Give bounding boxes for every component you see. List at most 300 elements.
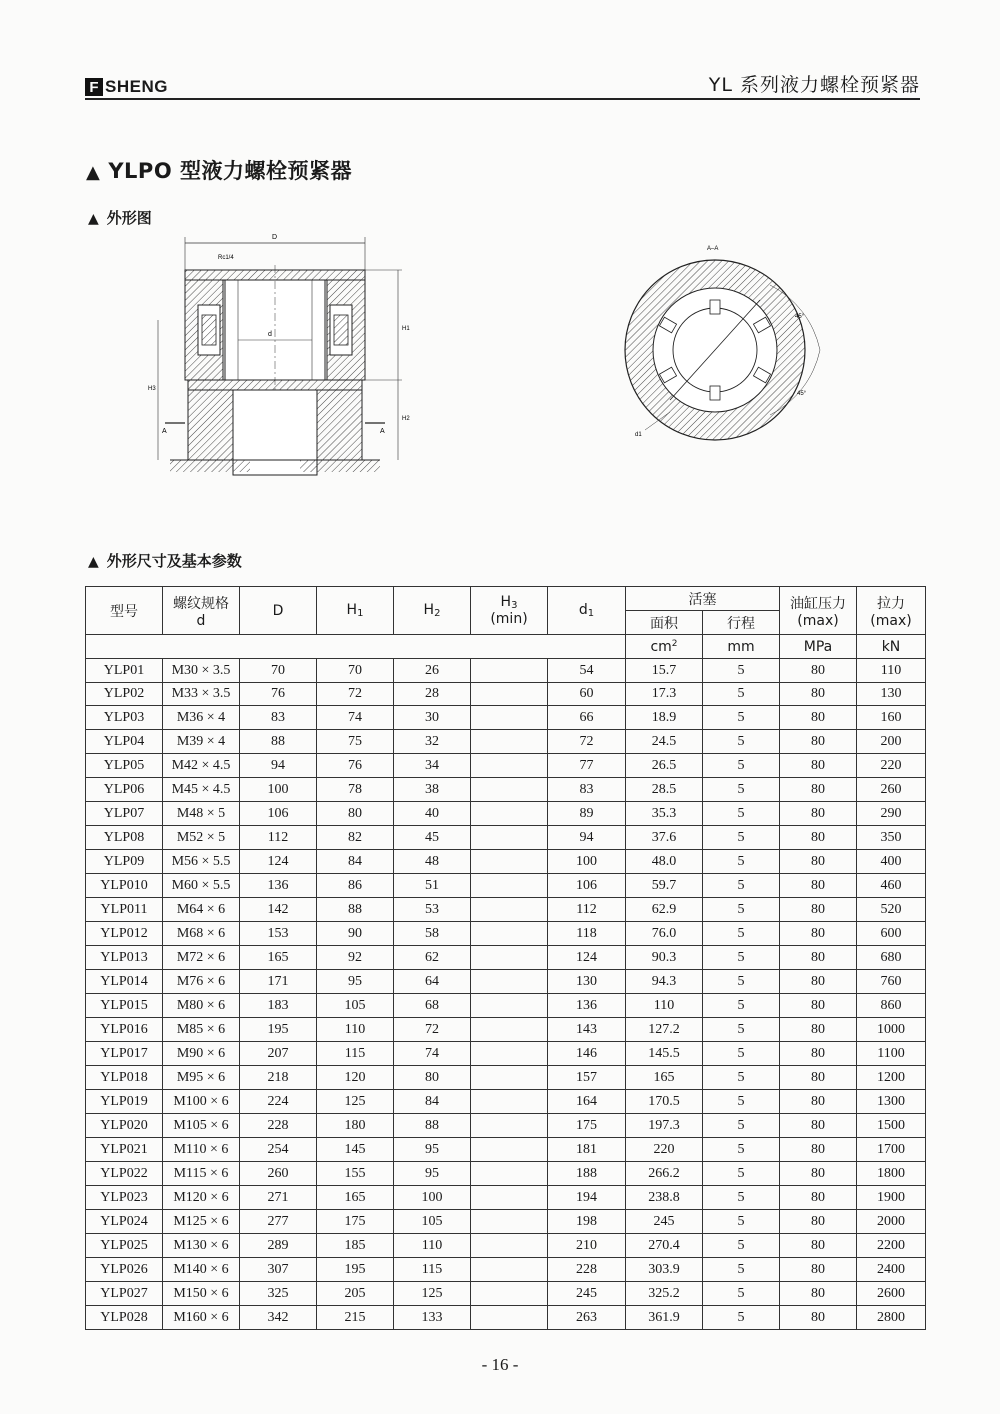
cell-model: YLP012 xyxy=(86,922,163,946)
table-row xyxy=(86,1114,926,1138)
cell-d1: 143 xyxy=(548,1018,626,1042)
cell-D: 307 xyxy=(240,1258,317,1282)
label-h1: H1 xyxy=(402,326,410,332)
table-row xyxy=(86,850,926,874)
cell-stroke: 5 xyxy=(703,1162,780,1186)
cell-D: 195 xyxy=(240,1018,317,1042)
section-params-text: 外形尺寸及基本参数 xyxy=(106,552,242,570)
cell-H1: 115 xyxy=(317,1042,394,1066)
logo-text: SHENG xyxy=(105,77,168,96)
cell-pressure: 80 xyxy=(780,778,857,802)
cell-D: 100 xyxy=(240,778,317,802)
cell-stroke: 5 xyxy=(703,1018,780,1042)
cell-thread: M42 × 4.5 xyxy=(163,754,240,778)
label-h2: H2 xyxy=(402,416,410,422)
cell-model: YLP027 xyxy=(86,1282,163,1306)
cell-H2: 80 xyxy=(394,1066,471,1090)
header-force-label: 拉力 xyxy=(877,595,905,612)
cell-pressure: 80 xyxy=(780,1066,857,1090)
cell-model: YLP020 xyxy=(86,1114,163,1138)
section-outline-text: 外形图 xyxy=(106,209,152,227)
cell-H3 xyxy=(471,683,548,706)
cell-force: 2400 xyxy=(857,1258,926,1282)
cell-stroke: 5 xyxy=(703,946,780,970)
cell-D: 76 xyxy=(240,683,317,706)
cell-area: 76.0 xyxy=(626,922,703,946)
table-row xyxy=(86,778,926,802)
header-model: 型号 xyxy=(86,587,163,635)
main-title xyxy=(86,155,352,185)
cell-pressure: 80 xyxy=(780,1042,857,1066)
cell-H3 xyxy=(471,802,548,826)
cell-thread: M76 × 6 xyxy=(163,970,240,994)
cell-area: 238.8 xyxy=(626,1186,703,1210)
cell-H1: 110 xyxy=(317,1018,394,1042)
header-thread-label: 螺纹规格 xyxy=(173,595,229,612)
cell-pressure: 80 xyxy=(780,706,857,730)
cell-force: 2600 xyxy=(857,1282,926,1306)
cell-d1: 66 xyxy=(548,706,626,730)
cell-area: 15.7 xyxy=(626,659,703,683)
cell-force: 260 xyxy=(857,778,926,802)
table-row xyxy=(86,1282,926,1306)
cell-model: YLP01 xyxy=(86,659,163,683)
cell-thread: M68 × 6 xyxy=(163,922,240,946)
cell-pressure: 80 xyxy=(780,994,857,1018)
cell-H2: 34 xyxy=(394,754,471,778)
cell-thread: M30 × 3.5 xyxy=(163,659,240,683)
triangle-bullet-icon: ▲ xyxy=(86,162,101,183)
cell-thread: M36 × 4 xyxy=(163,706,240,730)
header-h2-sub: 2 xyxy=(434,608,441,619)
cell-H3 xyxy=(471,1090,548,1114)
cell-pressure: 80 xyxy=(780,1138,857,1162)
cell-stroke: 5 xyxy=(703,778,780,802)
label-angle-upper: 45° xyxy=(795,314,805,320)
cell-model: YLP025 xyxy=(86,1234,163,1258)
cell-H1: 76 xyxy=(317,754,394,778)
page-number: - 16 - xyxy=(481,1355,519,1374)
cell-area: 24.5 xyxy=(626,730,703,754)
cell-H2: 26 xyxy=(394,659,471,683)
cell-D: 83 xyxy=(240,706,317,730)
cell-thread: M130 × 6 xyxy=(163,1234,240,1258)
header-H3 xyxy=(471,587,548,635)
cell-model: YLP023 xyxy=(86,1186,163,1210)
cell-H1: 92 xyxy=(317,946,394,970)
cell-D: 70 xyxy=(240,659,317,683)
cell-H3 xyxy=(471,754,548,778)
cell-force: 1800 xyxy=(857,1162,926,1186)
cell-H1: 70 xyxy=(317,659,394,683)
cell-H3 xyxy=(471,1138,548,1162)
cell-D: 277 xyxy=(240,1210,317,1234)
header-h1-sub: 1 xyxy=(357,608,364,619)
cell-H2: 72 xyxy=(394,1018,471,1042)
cell-thread: M60 × 5.5 xyxy=(163,874,240,898)
cell-model: YLP04 xyxy=(86,730,163,754)
header-stroke: 行程 xyxy=(703,611,780,635)
cell-stroke: 5 xyxy=(703,683,780,706)
cell-H3 xyxy=(471,1042,548,1066)
cell-pressure: 80 xyxy=(780,754,857,778)
cell-model: YLP021 xyxy=(86,1138,163,1162)
cell-stroke: 5 xyxy=(703,922,780,946)
cell-force: 1200 xyxy=(857,1066,926,1090)
cell-H3 xyxy=(471,1162,548,1186)
cell-force: 1100 xyxy=(857,1042,926,1066)
cell-model: YLP016 xyxy=(86,1018,163,1042)
cell-area: 59.7 xyxy=(626,874,703,898)
cell-H3 xyxy=(471,1114,548,1138)
cell-area: 197.3 xyxy=(626,1114,703,1138)
cell-force: 2000 xyxy=(857,1210,926,1234)
cell-pressure: 80 xyxy=(780,898,857,922)
cell-H1: 145 xyxy=(317,1138,394,1162)
cell-pressure: 80 xyxy=(780,1162,857,1186)
cell-D: 106 xyxy=(240,802,317,826)
cell-D: 124 xyxy=(240,850,317,874)
cell-model: YLP018 xyxy=(86,1066,163,1090)
cell-area: 220 xyxy=(626,1138,703,1162)
table-row xyxy=(86,994,926,1018)
cell-D: 171 xyxy=(240,970,317,994)
cell-force: 2200 xyxy=(857,1234,926,1258)
cell-force: 350 xyxy=(857,826,926,850)
cell-D: 342 xyxy=(240,1306,317,1330)
table-body xyxy=(86,659,926,1330)
cell-H1: 90 xyxy=(317,922,394,946)
cell-force: 1900 xyxy=(857,1186,926,1210)
cell-pressure: 80 xyxy=(780,970,857,994)
cell-thread: M80 × 6 xyxy=(163,994,240,1018)
cell-H2: 62 xyxy=(394,946,471,970)
table-row xyxy=(86,946,926,970)
table-row xyxy=(86,1258,926,1282)
cell-H1: 180 xyxy=(317,1114,394,1138)
cell-model: YLP06 xyxy=(86,778,163,802)
cell-force: 520 xyxy=(857,898,926,922)
cell-d1: 106 xyxy=(548,874,626,898)
cell-H3 xyxy=(471,1234,548,1258)
cell-stroke: 5 xyxy=(703,970,780,994)
cell-pressure: 80 xyxy=(780,1090,857,1114)
cell-area: 17.3 xyxy=(626,683,703,706)
cell-area: 145.5 xyxy=(626,1042,703,1066)
main-title-text: YLPO 型液力螺栓预紧器 xyxy=(108,159,352,183)
cell-thread: M90 × 6 xyxy=(163,1042,240,1066)
table-row xyxy=(86,1162,926,1186)
cell-model: YLP02 xyxy=(86,683,163,706)
cross-section-drawing xyxy=(140,225,430,480)
table-row xyxy=(86,1210,926,1234)
table-row xyxy=(86,659,926,683)
cell-H2: 100 xyxy=(394,1186,471,1210)
cell-H2: 133 xyxy=(394,1306,471,1330)
cell-thread: M33 × 3.5 xyxy=(163,683,240,706)
cell-pressure: 80 xyxy=(780,1114,857,1138)
cell-H2: 45 xyxy=(394,826,471,850)
table-row xyxy=(86,1306,926,1330)
cell-H1: 105 xyxy=(317,994,394,1018)
cell-H3 xyxy=(471,922,548,946)
header-thread-sub: d xyxy=(196,612,206,629)
cell-H2: 115 xyxy=(394,1258,471,1282)
cell-H2: 58 xyxy=(394,922,471,946)
cell-model: YLP015 xyxy=(86,994,163,1018)
cell-H1: 120 xyxy=(317,1066,394,1090)
cell-H2: 125 xyxy=(394,1282,471,1306)
cell-force: 760 xyxy=(857,970,926,994)
cell-H3 xyxy=(471,1186,548,1210)
cell-area: 325.2 xyxy=(626,1282,703,1306)
cell-H1: 165 xyxy=(317,1186,394,1210)
cell-D: 207 xyxy=(240,1042,317,1066)
cell-model: YLP024 xyxy=(86,1210,163,1234)
cell-D: 142 xyxy=(240,898,317,922)
cell-D: 228 xyxy=(240,1114,317,1138)
cell-H2: 88 xyxy=(394,1114,471,1138)
cell-H2: 32 xyxy=(394,730,471,754)
cell-d1: 146 xyxy=(548,1042,626,1066)
cell-H2: 48 xyxy=(394,850,471,874)
cell-d1: 194 xyxy=(548,1186,626,1210)
label-section-a-left: A xyxy=(162,428,167,435)
cell-H3 xyxy=(471,898,548,922)
cell-thread: M105 × 6 xyxy=(163,1114,240,1138)
cell-H1: 95 xyxy=(317,970,394,994)
cell-stroke: 5 xyxy=(703,1138,780,1162)
cell-force: 1300 xyxy=(857,1090,926,1114)
cell-H3 xyxy=(471,730,548,754)
header-H2 xyxy=(394,587,471,635)
cell-stroke: 5 xyxy=(703,1186,780,1210)
cell-area: 361.9 xyxy=(626,1306,703,1330)
table-row xyxy=(86,1234,926,1258)
cell-force: 290 xyxy=(857,802,926,826)
header-d1-sub: 1 xyxy=(587,608,595,619)
cell-D: 136 xyxy=(240,874,317,898)
table-row xyxy=(86,1042,926,1066)
cell-force: 1000 xyxy=(857,1018,926,1042)
series-title: YL 系列液力螺栓预紧器 xyxy=(708,74,920,96)
cell-model: YLP019 xyxy=(86,1090,163,1114)
cell-pressure: 80 xyxy=(780,730,857,754)
cell-D: 112 xyxy=(240,826,317,850)
label-d1: d1 xyxy=(635,432,642,438)
cell-stroke: 5 xyxy=(703,1114,780,1138)
cell-d1: 188 xyxy=(548,1162,626,1186)
cell-area: 26.5 xyxy=(626,754,703,778)
cell-d1: 130 xyxy=(548,970,626,994)
table-row xyxy=(86,754,926,778)
cell-model: YLP014 xyxy=(86,970,163,994)
cell-H3 xyxy=(471,994,548,1018)
table-row xyxy=(86,1066,926,1090)
header-d1-label: d xyxy=(578,602,588,618)
cell-H2: 30 xyxy=(394,706,471,730)
cell-force: 1500 xyxy=(857,1114,926,1138)
cell-force: 600 xyxy=(857,922,926,946)
section-title-params xyxy=(88,550,242,571)
cell-H1: 82 xyxy=(317,826,394,850)
cell-model: YLP03 xyxy=(86,706,163,730)
table-row xyxy=(86,922,926,946)
cell-stroke: 5 xyxy=(703,1090,780,1114)
cell-d1: 210 xyxy=(548,1234,626,1258)
cell-H1: 75 xyxy=(317,730,394,754)
header-h1-label: H xyxy=(346,602,358,618)
cell-H3 xyxy=(471,874,548,898)
cell-thread: M125 × 6 xyxy=(163,1210,240,1234)
header-d1 xyxy=(548,587,626,635)
cell-H2: 110 xyxy=(394,1234,471,1258)
cell-thread: M45 × 4.5 xyxy=(163,778,240,802)
cell-H3 xyxy=(471,1282,548,1306)
label-D: D xyxy=(272,234,278,241)
cell-thread: M72 × 6 xyxy=(163,946,240,970)
cell-H2: 84 xyxy=(394,1090,471,1114)
cell-H1: 215 xyxy=(317,1306,394,1330)
cell-d1: 118 xyxy=(548,922,626,946)
cell-pressure: 80 xyxy=(780,874,857,898)
cell-H2: 64 xyxy=(394,970,471,994)
cell-area: 245 xyxy=(626,1210,703,1234)
cell-area: 18.9 xyxy=(626,706,703,730)
table-row xyxy=(86,1186,926,1210)
table-row xyxy=(86,706,926,730)
cell-pressure: 80 xyxy=(780,1210,857,1234)
table-row xyxy=(86,826,926,850)
cell-model: YLP07 xyxy=(86,802,163,826)
cell-d1: 124 xyxy=(548,946,626,970)
cell-thread: M115 × 6 xyxy=(163,1162,240,1186)
cell-force: 110 xyxy=(857,659,926,683)
header-h3-note: (min) xyxy=(490,611,528,627)
cell-thread: M160 × 6 xyxy=(163,1306,240,1330)
cell-force: 400 xyxy=(857,850,926,874)
cell-d1: 83 xyxy=(548,778,626,802)
cell-area: 266.2 xyxy=(626,1162,703,1186)
logo-mark: F xyxy=(85,78,103,96)
cell-H2: 40 xyxy=(394,802,471,826)
cell-d1: 89 xyxy=(548,802,626,826)
header-units-blank xyxy=(86,635,626,659)
header-h2-label: H xyxy=(423,602,435,618)
cell-thread: M64 × 6 xyxy=(163,898,240,922)
cell-model: YLP022 xyxy=(86,1162,163,1186)
cell-H2: 28 xyxy=(394,683,471,706)
cell-D: 183 xyxy=(240,994,317,1018)
cell-model: YLP05 xyxy=(86,754,163,778)
cell-pressure: 80 xyxy=(780,1282,857,1306)
label-section-aa: A–A xyxy=(707,246,719,252)
cell-d1: 100 xyxy=(548,850,626,874)
cell-force: 460 xyxy=(857,874,926,898)
cell-model: YLP011 xyxy=(86,898,163,922)
cell-stroke: 5 xyxy=(703,659,780,683)
cell-H1: 88 xyxy=(317,898,394,922)
cell-thread: M95 × 6 xyxy=(163,1066,240,1090)
cell-stroke: 5 xyxy=(703,754,780,778)
cell-force: 680 xyxy=(857,946,926,970)
cell-area: 110 xyxy=(626,994,703,1018)
label-h3: H3 xyxy=(148,386,156,392)
cell-H1: 84 xyxy=(317,850,394,874)
header-pressure-note: (max) xyxy=(797,612,839,629)
header-H1 xyxy=(317,587,394,635)
cell-H1: 155 xyxy=(317,1162,394,1186)
cell-stroke: 5 xyxy=(703,898,780,922)
cell-pressure: 80 xyxy=(780,659,857,683)
header-area: 面积 xyxy=(626,611,703,635)
cell-d1: 181 xyxy=(548,1138,626,1162)
cell-stroke: 5 xyxy=(703,706,780,730)
cell-area: 35.3 xyxy=(626,802,703,826)
label-angle-lower: 45° xyxy=(797,391,807,397)
cell-pressure: 80 xyxy=(780,1186,857,1210)
header-thread xyxy=(163,587,240,635)
cell-H3 xyxy=(471,970,548,994)
cell-pressure: 80 xyxy=(780,1234,857,1258)
cell-area: 165 xyxy=(626,1066,703,1090)
label-rc: Rc1/4 xyxy=(218,255,234,261)
cell-thread: M85 × 6 xyxy=(163,1018,240,1042)
cell-stroke: 5 xyxy=(703,730,780,754)
cell-H1: 205 xyxy=(317,1282,394,1306)
cell-D: 271 xyxy=(240,1186,317,1210)
cell-area: 28.5 xyxy=(626,778,703,802)
cell-H1: 195 xyxy=(317,1258,394,1282)
unit-area-sup: 2 xyxy=(671,638,678,649)
cell-force: 860 xyxy=(857,994,926,1018)
cell-stroke: 5 xyxy=(703,1066,780,1090)
cell-d1: 164 xyxy=(548,1090,626,1114)
triangle-bullet-icon: ▲ xyxy=(88,211,99,227)
cell-stroke: 5 xyxy=(703,1042,780,1066)
cell-H2: 51 xyxy=(394,874,471,898)
triangle-bullet-icon: ▲ xyxy=(88,554,99,570)
cell-area: 37.6 xyxy=(626,826,703,850)
cell-H2: 105 xyxy=(394,1210,471,1234)
header-pressure xyxy=(780,587,857,635)
label-section-a-right: A xyxy=(380,428,385,435)
cell-H2: 68 xyxy=(394,994,471,1018)
cell-H3 xyxy=(471,946,548,970)
cell-d1: 60 xyxy=(548,683,626,706)
cell-stroke: 5 xyxy=(703,1282,780,1306)
cell-thread: M100 × 6 xyxy=(163,1090,240,1114)
cell-area: 303.9 xyxy=(626,1258,703,1282)
cell-area: 127.2 xyxy=(626,1018,703,1042)
table-row xyxy=(86,1138,926,1162)
cell-d1: 54 xyxy=(548,659,626,683)
cell-D: 289 xyxy=(240,1234,317,1258)
cell-thread: M56 × 5.5 xyxy=(163,850,240,874)
cell-d1: 228 xyxy=(548,1258,626,1282)
cell-d1: 112 xyxy=(548,898,626,922)
unit-force: kN xyxy=(857,635,926,659)
cell-H1: 86 xyxy=(317,874,394,898)
cell-H1: 72 xyxy=(317,683,394,706)
table-row xyxy=(86,970,926,994)
cell-D: 325 xyxy=(240,1282,317,1306)
cell-thread: M48 × 5 xyxy=(163,802,240,826)
cell-thread: M52 × 5 xyxy=(163,826,240,850)
page-header xyxy=(85,62,920,100)
cell-pressure: 80 xyxy=(780,683,857,706)
cell-force: 130 xyxy=(857,683,926,706)
